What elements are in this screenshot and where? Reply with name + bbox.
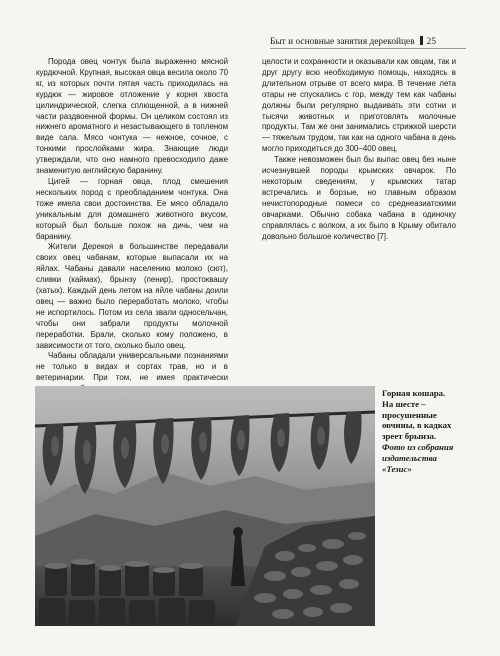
right-text-column bbox=[262, 57, 456, 242]
header-separator bbox=[420, 36, 423, 45]
paragraph: целости и сохранности и оказывали как овцам, так и друг другу всю необходимую помощь, находясь в длительном отрыве от всего мира. В течение лета отары не спускались с гор, между тем как чабаны должны были регулярно выдаивать эти сотни и тысячи животных и приготовлять молочные продукты. Там же они занимались стрижкой шерсти — тяжелым трудом, так как на одного чабана в день могло приходиться до 300–400 овец. bbox=[262, 57, 456, 154]
header-rule bbox=[270, 48, 466, 49]
paragraph: Чабаны обладали универсальными познаниями не только в видах и сортах трав, но и в ветеринарии. При том, не имея практически bbox=[36, 351, 228, 383]
caption-title: Горная кошара. bbox=[382, 388, 446, 398]
running-title: Быт и основные занятия дерекойцев bbox=[270, 37, 415, 47]
caption-source: Фото из собрания издательства «Тезис» bbox=[382, 441, 454, 474]
paragraph: Цигей — горная овца, плод смешения нескольких пород с преобладанием чонтука. Она тоже имела свои достоинства. Ее мясо обладало уникальным для домашнего животного вкусом, который был больше похож на дичь, чем на баранину. bbox=[36, 176, 228, 241]
photo-caption bbox=[382, 388, 466, 474]
paragraph: Также невозможен был бы выпас овец без ныне исчезнувшей породы крымских овчарок. По некоторым сведениям, у крымских татар встречались и борзые, но главным образом нечистопородные помеси со среднеазиатскими овчарками. Обычно собака чабана в одиночку справлялась с волком, а их было в Крыму обитало довольно большое количество [7]. bbox=[262, 155, 456, 241]
paragraph: Жители Дерекоя в большинстве передавали своих овец чабанам, которые выпасали их на яйлах. Чабаны давали населению молоко (сют), сливки (каймах), брынзу (пенир), простоквашу (хатых). Каждый день летом на яйле чабаны доили овец — важно было переработать молоко, чтобы не испортилось. Потом из села звали односельчан, чтобы они забрали продукты молочной переработки. Брали, сколько кому положено, в зависимости от того, сколько было овец. bbox=[36, 242, 228, 350]
paragraph: Порода овец чонтук была выраженно мясной курдючной. Крупная, высокая овца весила около 70 кг, из которых почти пятая часть приходилась на курдюк — жировое отложение у корня хвоста цилиндрической, слегка сплющенной, а в нижней части раздвоенной формы. Он целиком состоял из нижнего ароматного и незастывающего в топленом виде сала. Мясо чонтука — нежное, сочное, с тонкими прослойками жира. Знающие люди утверждали, что оно намного превосходило даже знаменитую английскую баранину. bbox=[36, 57, 228, 176]
left-text-column bbox=[36, 57, 228, 406]
caption-description: На шесте – просушенные овчины, в кадках зреет брынза. bbox=[382, 398, 452, 442]
mountain-sheepfold-photo bbox=[35, 386, 375, 626]
running-header bbox=[270, 36, 466, 47]
page-number: 25 bbox=[426, 37, 437, 47]
photo-illustration bbox=[35, 386, 375, 626]
